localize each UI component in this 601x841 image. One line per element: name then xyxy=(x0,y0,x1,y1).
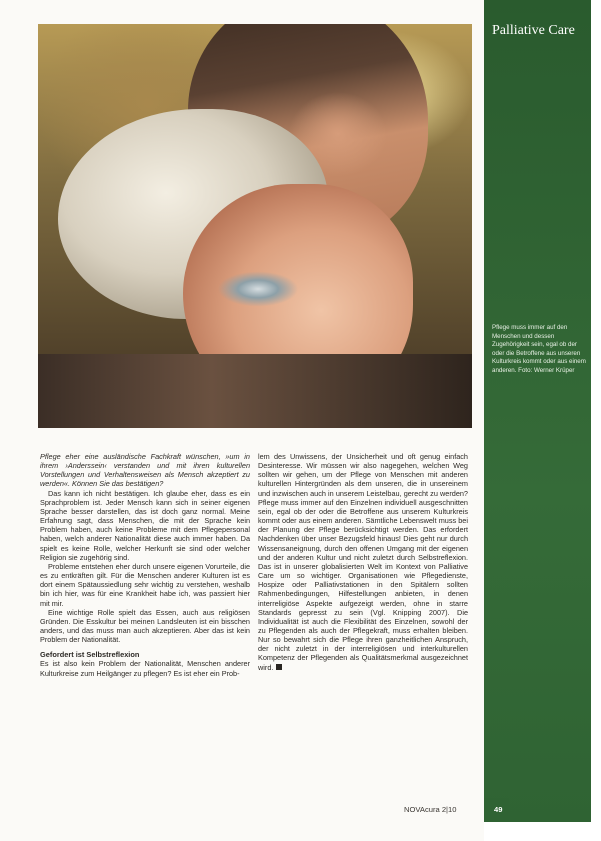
subheading: Gefordert ist Selbstreflexion xyxy=(40,650,140,660)
photo-caption xyxy=(492,324,586,376)
photo-shoulder xyxy=(38,354,472,428)
interview-question: Pflege eher eine ausländische Fachkraft wünschen, »um in ihrem ›Anderssein‹ verstanden und mit ihren kulturellen Vorstellungen und Verhaltensweisen als Mensch akzeptiert zu werden«. Können Sie das bestätigen? xyxy=(40,452,250,489)
caption-text: Pflege muss immer auf den Menschen und dessen Zugehörigkeit sein, egal ob der oder die Betroffene aus unseren Kulturkreis kommt oder aus einem anderen. xyxy=(492,324,586,374)
sidebar-panel xyxy=(484,0,591,822)
article-column-left xyxy=(40,452,250,678)
article-photo xyxy=(38,24,472,428)
answer-paragraph: Eine wichtige Rolle spielt das Essen, auch aus religiösen Gründen. Die Esskultur bei meinen Landsleuten ist ein bisschen anders, und das muss man auch akzeptieren. Aber das ist kein Problem der Nationalität. xyxy=(40,607,250,645)
answer-paragraph: Es ist also kein Problem der Nationalität, Menschen anderer Kulturkreise zum Heilgänger zu pflegen? Es ist eher ein Prob- xyxy=(40,659,250,678)
photo-credit: Foto: Werner Krüper xyxy=(518,366,575,374)
article-column-right xyxy=(258,452,468,672)
page-number: 49 xyxy=(494,805,503,814)
journal-footer: NOVAcura 2|10 xyxy=(404,805,457,814)
section-title: Palliative Care xyxy=(492,23,575,38)
paragraph-text: lem des Unwissens, der Unsicherheit und oft genug einfach Desinteresse. Wir müssen wir also nagegehen, welchen Weg sollten wir gehen, um der Pflege von Menschen mit anderen kulturellen Hintergründen als dem unseren, die in unsereinem und inzwischen auch in unserem Leistelbau, gerecht zu werden? Pflege muss immer auf den Einzelnen individuell ausgeschnitten sein, egal ob der oder die Betroffene aus unserem Kulturkreis kommt oder aus einem anderen. Sämtliche Lebenswelt muss bei der Planung der Pflege berücksichtigt werden. Das erfordert Nachdenken über unser Bezugsfeld hinaus! Dies geht nur durch Wissensaneignung, durch den offenen Umgang mit der eigenen und der anderen Kultur und nicht zuletzt durch Selbstreflexion. Das ist in unserer globalisierten Welt im Kontext von Palliative Care um so wichtiger. Organisationen wie Pflegedienste, Hospize oder Palliativstationen in den Spitälern sollten Rahmenbedingungen, Hilfestellungen anbieten, in denen interreligiöse Aspekte aufgezeigt werden, ohne in starre Standards gepresst zu sein (Vgl. Knipping 2007). Die Individualität ist auch die Flexibilität des Einzelnen, sowohl der zu Pflegenden als auch der Pflegekraft, muss erhalten bleiben. Nur so bewahrt sich die Pflege ihren ganzheitlichen Anspruch, der nicht zuletzt in der interreligiösen und interkulturellen Kompetenz der Pflegenden als Qualitätsmerkmal ausgezeichnet wird. xyxy=(258,452,468,672)
end-mark-icon xyxy=(276,664,282,670)
answer-paragraph xyxy=(258,452,468,672)
answer-paragraph: Das kann ich nicht bestätigen. Ich glaube eher, dass es ein Sprachproblem ist. Jeder Mensch kann sich in seiner eigenen Sprache besser darstellen, das ist doch ganz normal. Meine Erfahrung sagt, dass Menschen, die mit der Sprache kein Problem haben, auch keine Probleme mit dem Pflegepersonal haben, welch anderer Nationalität diese auch immer haben. Da spielt es keine Rolle, welcher Herkunft sie sind oder welcher Religion sie zugehörig sind. xyxy=(40,488,250,562)
answer-paragraph: Probleme entstehen eher durch unsere eigenen Vorurteile, die es zu entkräften gilt. Für die Menschen anderer Kulturen ist es dort einem Spätaussiedlung sehr wichtig zu verstehen, weshalb bin ich hier, was für eine Krankheit habe ich, was passiert hier mit mir. xyxy=(40,561,250,608)
